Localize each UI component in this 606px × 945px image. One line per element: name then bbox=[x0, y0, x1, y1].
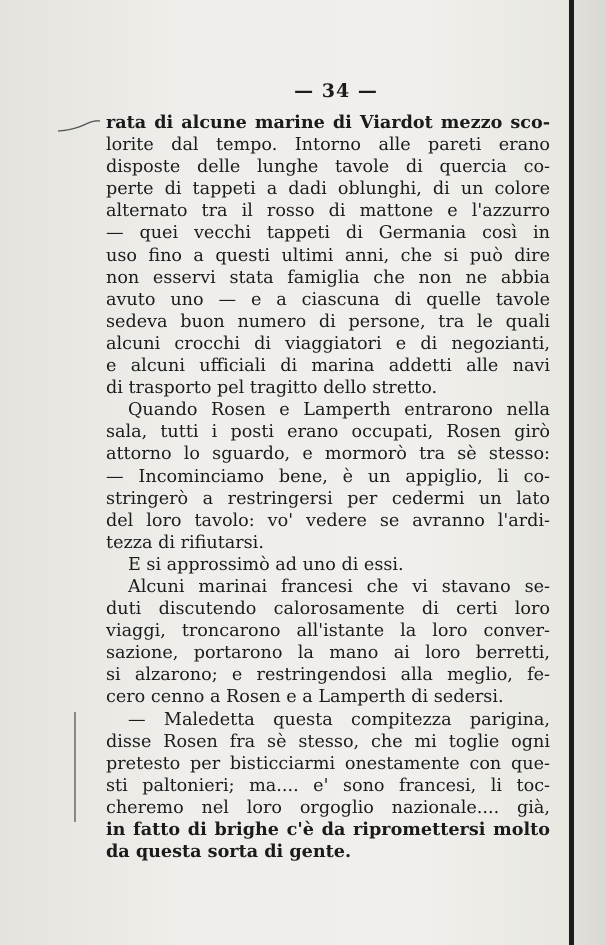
text-line: del loro tavolo: vo' vedere se avranno l'ardi- bbox=[106, 510, 550, 531]
text-line: sala, tutti i posti erano occupati, Rosen girò bbox=[106, 422, 550, 443]
text-line: da questa sorta di gente. bbox=[106, 841, 352, 863]
text-line: lorite dal tempo. Intorno alle pareti erano bbox=[106, 135, 550, 156]
text-line: — Maledetta questa compitezza parigina, bbox=[128, 709, 550, 730]
text-line: alcuni crocchi di viaggiatori e di negozianti, bbox=[106, 333, 550, 354]
text-line: avuto uno — e a ciascuna di quelle tavole bbox=[106, 289, 550, 310]
text-line: in fatto di brighe c'è da ripromettersi molto bbox=[106, 819, 550, 840]
text-line: di trasporto pel tragitto dello stretto. bbox=[106, 378, 438, 399]
text-line: E si approssimò ad uno di essi. bbox=[128, 554, 404, 575]
text-line: non esservi stata famiglia che non ne abbia bbox=[106, 267, 550, 288]
text-line: — quei vecchi tappeti di Germania così in bbox=[106, 223, 550, 244]
text-line: uso fino a questi ultimi anni, che si può dire bbox=[106, 245, 550, 266]
margin-line-mark bbox=[74, 712, 76, 822]
binding-edge bbox=[569, 0, 574, 945]
text-line: alternato tra il rosso di mattone e l'azzurro bbox=[106, 201, 550, 222]
text-lines bbox=[106, 112, 550, 863]
text-line: stringerò a restringersi per cedermi un lato bbox=[106, 488, 550, 509]
text-line: sazione, portarono la mano ai loro berretti, bbox=[106, 643, 550, 664]
text-line: rata di alcune marine di Viardot mezzo sco- bbox=[106, 112, 550, 133]
text-line: si alzarono; e restringendosi alla meglio, fe- bbox=[106, 665, 550, 686]
page-text bbox=[106, 70, 550, 863]
text-line: tezza di rifiutarsi. bbox=[106, 532, 264, 553]
text-line: — Incominciamo bene, è un appiglio, li co- bbox=[106, 466, 550, 487]
text-line: viaggi, troncarono all'istante la loro conver- bbox=[106, 621, 550, 642]
text-line: duti discutendo calorosamente di certi loro bbox=[106, 599, 550, 620]
text-line: cheremo nel loro orgoglio nazionale.... già, bbox=[106, 797, 550, 818]
text-line: perte di tappeti a dadi oblunghi, di un colore bbox=[106, 179, 550, 200]
text-line: cero cenno a Rosen e a Lamperth di sedersi. bbox=[106, 687, 504, 708]
text-line: sti paltonieri; ma.... e' sono francesi, li toc- bbox=[106, 775, 550, 796]
text-line: Quando Rosen e Lamperth entrarono nella bbox=[128, 400, 550, 421]
page-number: — 34 — bbox=[294, 80, 378, 102]
text-line: Alcuni marinai francesi che vi stavano se- bbox=[128, 576, 550, 597]
text-line: disposte delle lunghe tavole di quercia co- bbox=[106, 157, 550, 178]
pencil-hook-mark bbox=[56, 118, 102, 134]
text-line: disse Rosen fra sè stesso, che mi toglie ogni bbox=[106, 731, 550, 752]
text-line: attorno lo sguardo, e mormorò tra sè stesso: bbox=[106, 444, 550, 465]
text-line: e alcuni ufficiali di marina addetti alle navi bbox=[106, 356, 550, 377]
text-line: sedeva buon numero di persone, tra le quali bbox=[106, 311, 550, 332]
text-line: pretesto per bisticciarmi onestamente con que- bbox=[106, 753, 550, 774]
